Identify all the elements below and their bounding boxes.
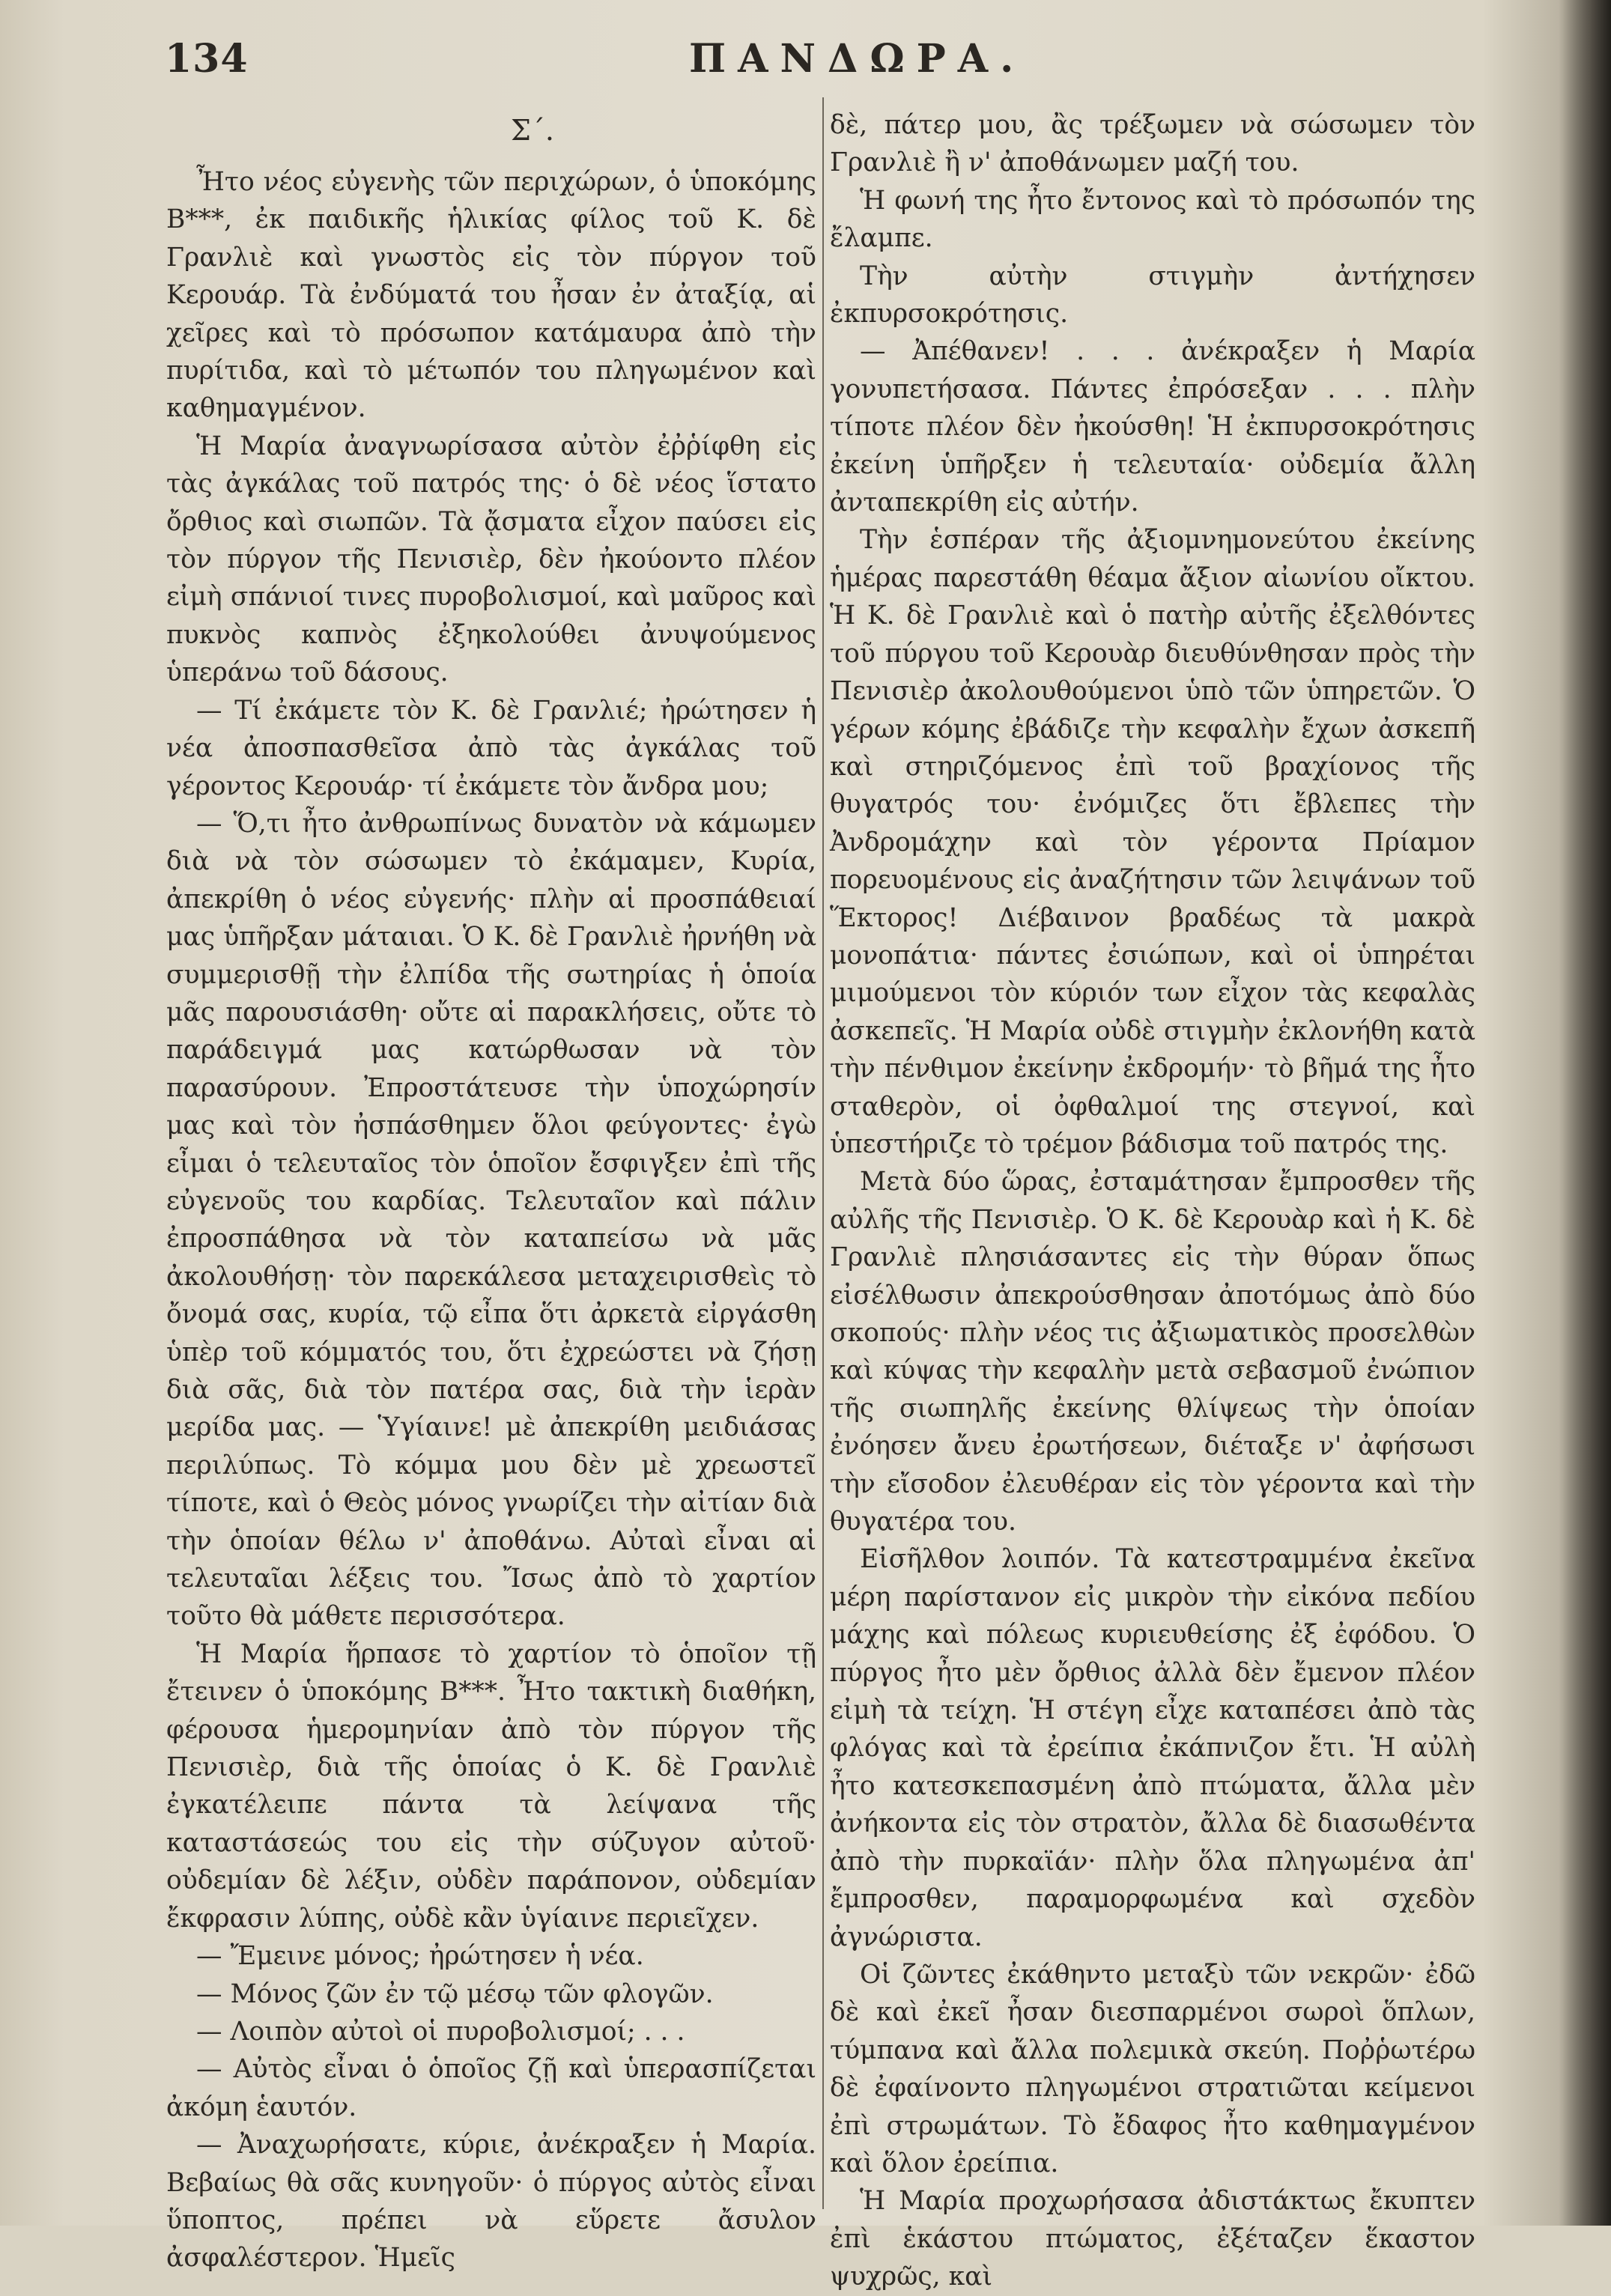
paragraph: Ἡ φωνή της ἦτο ἔντονος καὶ τὸ πρόσωπόν της ἔλαμπε. — [830, 185, 1475, 254]
paragraph: — Ὅ,τι ἦτο ἀνθρωπίνως δυνατὸν νὰ κάμωμεν διὰ νὰ τὸν σώσωμεν τὸ ἐκάμαμεν, Κυρία, ἀπεκρίθη ὁ νέος εὐγενής· πλὴν αἱ προσπάθειαί μας ὑπῆρξαν μάταιαι. Ὁ Κ. δὲ Γρανλιὲ ἠρνήθη νὰ συμμερισθῇ τὴν ἐλπίδα τῆς σωτηρίας ἡ ὁποία μᾶς παρουσιάσθη· οὔτε αἱ παρακλήσεις, οὔτε τὸ παράδειγμά μας κατώρθωσαν νὰ τὸν παρασύρουν. Ἐπροστάτευσε τὴν ὑποχώρησίν μας καὶ τὸν ἠσπάσθημεν ὅλοι φεύγοντες· ἐγὼ εἶμαι ὁ τελευταῖος τὸν ὁποῖον ἔσφιγξεν ἐπὶ τῆς εὐγενοῦς του καρδίας. Τελευταῖον καὶ πάλιν ἐπροσπάθησα νὰ τὸν καταπείσω νὰ μᾶς ἀκολουθήσῃ· τὸν παρεκάλεσα μεταχειρισθεὶς τὸ ὄνομά σας, κυρία, τῷ εἶπα ὅτι ἀρκετὰ εἰργάσθη ὑπὲρ τοῦ κόμματός του, ὅτι ἐχρεώστει νὰ ζήσῃ διὰ σᾶς, διὰ τὸν πατέρα σας, διὰ τὴν ἱερὰν μερίδα μας. — Ὑγίαινε! μὲ ἀπεκρίθη μειδιάσας περιλύπως. Τὸ κόμμα μου δὲν μὲ χρεωστεῖ τίποτε, καὶ ὁ Θεὸς μόνος γνωρίζει τὴν αἰτίαν διὰ τὴν ὁποίαν θέλω ν' ἀποθάνω. Αὐταὶ εἶναι αἱ τελευταῖαι λέξεις του. Ἴσως ἀπὸ τὸ χαρτίον τοῦτο θὰ μάθετε περισσότερα. — [166, 808, 816, 1632]
paragraph: Μετὰ δύο ὥρας, ἐσταμάτησαν ἔμπροσθεν τῆς αὐλῆς τῆς Πενισιὲρ. Ὁ Κ. δὲ Κερουὰρ καὶ ἡ Κ. δὲ Γρανλιὲ πλησιάσαντες εἰς τὴν θύραν ὅπως εἰσέλθωσιν ἀπεκρούσθησαν ἀποτόμως ἀπὸ δύο σκοπούς· πλὴν νέος τις ἀξιωματικὸς προσελθὼν καὶ κύψας τὴν κεφαλὴν μετὰ σεβασμοῦ ἐνώπιον τῆς σιωπηλῆς ἐκείνης θλίψεως τὴν ὁποίαν ἐνόησεν ἄνευ ἐρωτήσεων, διέταξε ν' ἀφήσωσι τὴν εἴσοδον ἐλευθέραν εἰς τὸν γέροντα καὶ τὴν θυγατέρα του. — [830, 1167, 1475, 1537]
binding-shadow — [1559, 0, 1611, 2226]
paragraph: Ἡ Μαρία ἀναγνωρίσασα αὐτὸν ἐῤῥίφθη εἰς τὰς ἀγκάλας τοῦ πατρός της· ὁ δὲ νέος ἵστατο ὄρθιος καὶ σιωπῶν. Τὰ ᾄσματα εἶχον παύσει εἰς τὸν πύργον τῆς Πενισιὲρ, δὲν ἠκούοντο πλέον εἰμὴ σπάνιοί τινες πυροβολισμοί, καὶ μαῦρος καὶ πυκνὸς καπνὸς ἐξηκολούθει ἀνυψούμενος ὑπεράνω τοῦ δάσους. — [166, 431, 816, 688]
paragraph: Ἡ Μαρία προχωρήσασα ἀδιστάκτως ἔκυπτεν ἐπὶ ἑκάστου πτώματος, ἐξέταζεν ἕκαστον ψυχρῶς, καὶ — [830, 2186, 1475, 2292]
paragraph: — Ἀπέθανεν! . . . ἀνέκραξεν ἡ Μαρία γονυπετήσασα. Πάντες ἐπρόσεξαν . . . πλὴν τίποτε πλέον δὲν ἠκούσθη! Ἡ ἐκπυρσοκρότησις ἐκείνη ὑπῆρξεν ἡ τελευταία· οὐδεμία ἄλλη ἀνταπεκρίθη εἰς αὐτήν. — [830, 336, 1475, 518]
paragraph: Οἱ ζῶντες ἐκάθηντο μεταξὺ τῶν νεκρῶν· ἐδῶ δὲ καὶ ἐκεῖ ἦσαν διεσπαρμένοι σωροὶ ὅπλων, τύμπανα καὶ ἄλλα πολεμικὰ σκεύη. Ποῤῥωτέρω δὲ ἐφαίνοντο πληγωμένοι στρατιῶται κείμενοι ἐπὶ στρωμάτων. Τὸ ἔδαφος ἦτο καθημαγμένον καὶ ὅλον ἐρείπια. — [830, 1959, 1475, 2178]
paragraph: δὲ, πάτερ μου, ἂς τρέξωμεν νὰ σώσωμεν τὸν Γρανλιὲ ἢ ν' ἀποθάνωμεν μαζή του. — [830, 110, 1475, 178]
paragraph: — Λοιπὸν αὐτοὶ οἱ πυροβολισμοί; . . . — [196, 2016, 685, 2047]
page-header — [165, 36, 1498, 96]
paragraph: Τὴν ἑσπέραν τῆς ἀξιομνημονεύτου ἐκείνης ἡμέρας παρεστάθη θέαμα ἄξιον αἰωνίου οἴκτου. Ἡ Κ. δὲ Γρανλιὲ καὶ ὁ πατὴρ αὐτῆς ἐξελθόντες τοῦ πύργου τοῦ Κερουὰρ διευθύνθησαν πρὸς τὴν Πενισιὲρ ἀκολουθούμενοι ὑπὸ τῶν ὑπηρετῶν. Ὁ γέρων κόμης ἐβάδιζε τὴν κεφαλὴν ἔχων ἀσκεπῆ καὶ στηριζόμενος ἐπὶ τοῦ βραχίονος τῆς θυγατρός του· ἐνόμιζες ὅτι ἔβλεπες τὴν Ἀνδρομάχην καὶ τὸν γέροντα Πρίαμον πορευομένους εἰς ἀναζήτησιν τῶν λειψάνων τοῦ Ἕκτορος! Διέβαινον βραδέως τὰ μακρὰ μονοπάτια· πάντες ἐσιώπων, καὶ οἱ ὑπηρέται μιμούμενοι τὸν κύριόν των εἶχον τὰς κεφαλὰς ἀσκεπεῖς. Ἡ Μαρία οὐδὲ στιγμὴν ἐκλονήθη κατὰ τὴν πένθιμον ἐκείνην ἐκδρομήν· τὸ βῆμά της ἦτο σταθερὸν, οἱ ὀφθαλμοί της στεγνοί, καὶ ὑπεστήριζε τὸ τρέμον βάδισμα τοῦ πατρός της. — [830, 525, 1475, 1159]
paragraph: — Ἔμεινε μόνος; ἠρώτησεν ἡ νέα. — [196, 1941, 644, 1972]
running-title: ΠΑΝΔΩΡΑ. — [689, 36, 1026, 82]
paragraph: Εἰσῆλθον λοιπόν. Τὰ κατεστραμμένα ἐκεῖνα μέρη παρίστανον εἰς μικρὸν τὴν εἰκόνα πεδίου μάχης καὶ πόλεως κυριευθείσης ἐξ ἐφόδου. Ὁ πύργος ἦτο μὲν ὄρθιος ἀλλὰ δὲν ἔμενον πλέον εἰμὴ τὰ τείχη. Ἡ στέγη εἶχε καταπέσει ἀπὸ τὰς φλόγας καὶ τὰ ἐρείπια ἐκάπνιζον ἔτι. Ἡ αὐλὴ ἦτο κατεσκεπασμένη ἀπὸ πτώματα, ἄλλα μὲν ἀνήκοντα εἰς τὸν στρατὸν, ἄλλα δὲ διασωθέντα ἀπὸ τὴν πυρκαϊάν· πλὴν ὅλα πληγωμένα ἀπ' ἔμπροσθεν, παραμορφωμένα καὶ σχεδὸν ἀγνώριστα. — [830, 1544, 1475, 1952]
paragraph: — Τί ἐκάμετε τὸν Κ. δὲ Γρανλιέ; ἠρώτησεν ἡ νέα ἀποσπασθεῖσα ἀπὸ τὰς ἀγκάλας τοῦ γέροντος Κερουάρ· τί ἐκάμετε τὸν ἄνδρα μου; — [166, 695, 816, 801]
paragraph: — Αὐτὸς εἶναι ὁ ὁποῖος ζῇ καὶ ὑπερασπίζεται ἀκόμη ἑαυτόν. — [166, 2054, 816, 2122]
paragraph: — Ἀναχωρήσατε, κύριε, ἀνέκραξεν ἡ Μαρία. Βεβαίως θὰ σᾶς κυνηγοῦν· ὁ πύργος αὐτὸς εἶναι ὕποπτος, πρέπει νὰ εὕρετε ἄσυλον ἀσφαλέστερον. Ἡμεῖς — [166, 2130, 816, 2274]
section-mark: Σ΄. — [511, 114, 554, 147]
paragraph: — Μόνος ζῶν ἐν τῷ μέσῳ τῶν φλογῶν. — [196, 1978, 714, 2009]
right-column — [830, 106, 1475, 2292]
column-divider — [822, 97, 824, 2209]
paragraph: Τὴν αὐτὴν στιγμὴν ἀντήχησεν ἐκπυρσοκρότησις. — [830, 261, 1475, 329]
paragraph: Ἡ Μαρία ἥρπασε τὸ χαρτίον τὸ ὁποῖον τῇ ἔτεινεν ὁ ὑποκόμης Β***. Ἦτο τακτικὴ διαθήκη, φέρουσα ἡμερομηνίαν ἀπὸ τὸν πύργον τῆς Πενισιὲρ, διὰ τῆς ὁποίας ὁ Κ. δὲ Γρανλιὲ ἐγκατέλειπε πάντα τὰ λείψανα τῆς καταστάσεώς του εἰς τὴν σύζυγον αὐτοῦ· οὐδεμίαν δὲ λέξιν, οὐδὲν παράπονον, οὐδεμίαν ἔκφρασιν λύπης, οὐδὲ κἂν ὑγίαινε περιεῖχεν. — [166, 1639, 816, 1934]
left-column — [166, 97, 816, 2274]
page-number: 134 — [165, 36, 249, 82]
paragraph: Ἦτο νέος εὐγενὴς τῶν περιχώρων, ὁ ὑποκόμης Β***, ἐκ παιδικῆς ἡλικίας φίλος τοῦ Κ. δὲ Γρανλιὲ καὶ γνωστὸς εἰς τὸν πύργον τοῦ Κερουάρ. Τὰ ἐνδύματά του ἦσαν ἐν ἀταξίᾳ, αἱ χεῖρες καὶ τὸ πρόσωπον κατάμαυρα ἀπὸ τὴν πυρίτιδα, καὶ τὸ μέτωπόν του πληγωμένον καὶ καθημαγμένον. — [166, 167, 816, 424]
